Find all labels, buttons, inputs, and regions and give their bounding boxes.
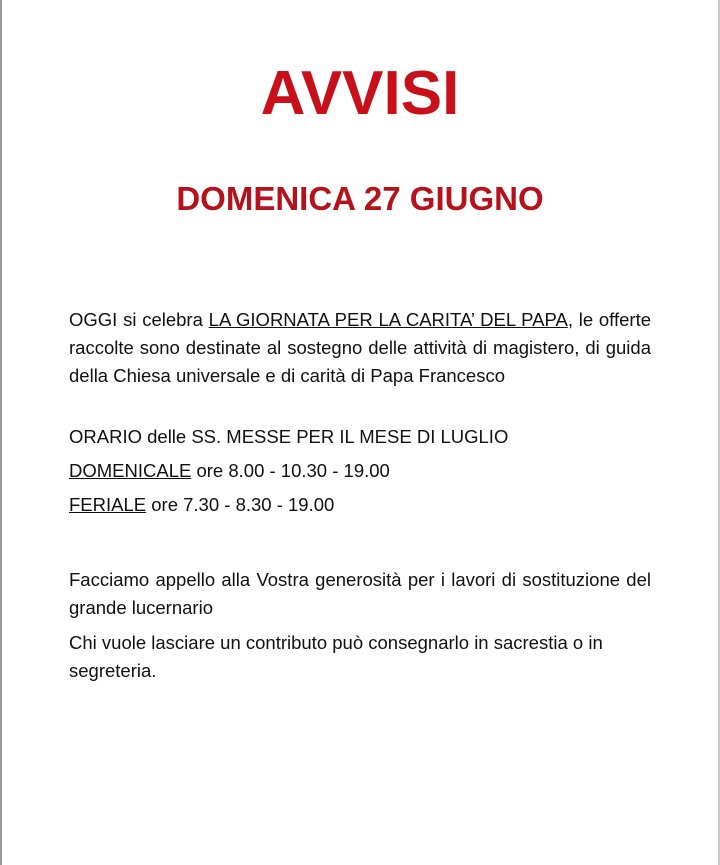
notice-body (69, 306, 651, 685)
charity-paragraph (69, 306, 651, 390)
schedule-weekday (69, 491, 651, 519)
contribution-paragraph: Chi vuole lasciare un contributo può consegnarlo in sacrestia o in segreteria. (69, 632, 603, 681)
charity-prefix: OGGI si celebra (69, 309, 209, 330)
schedule-heading: ORARIO delle SS. MESSE PER IL MESE DI LUGLIO (69, 426, 509, 447)
charity-description: , le offerte raccolte sono destinate al sostegno delle attività di magistero, di guida della Chiesa universale e di carità di Papa Francesco (69, 309, 651, 386)
notice-date: DOMENICA 27 GIUGNO (176, 180, 544, 217)
notice-title: AVVISI (260, 59, 460, 128)
weekday-label: FERIALE (69, 494, 147, 515)
sunday-label: DOMENICALE (69, 460, 192, 481)
weekday-times: ore 7.30 - 8.30 - 19.00 (146, 494, 335, 515)
charity-day-name: LA GIORNATA PER LA CARITA’ DEL PAPA (208, 309, 568, 330)
sunday-times: ore 8.00 - 10.30 - 19.00 (191, 460, 390, 481)
appeal-paragraph: Facciamo appello alla Vostra generosità per i lavori di sostituzione del grande lucernario (69, 569, 651, 618)
schedule-sunday (69, 457, 651, 485)
